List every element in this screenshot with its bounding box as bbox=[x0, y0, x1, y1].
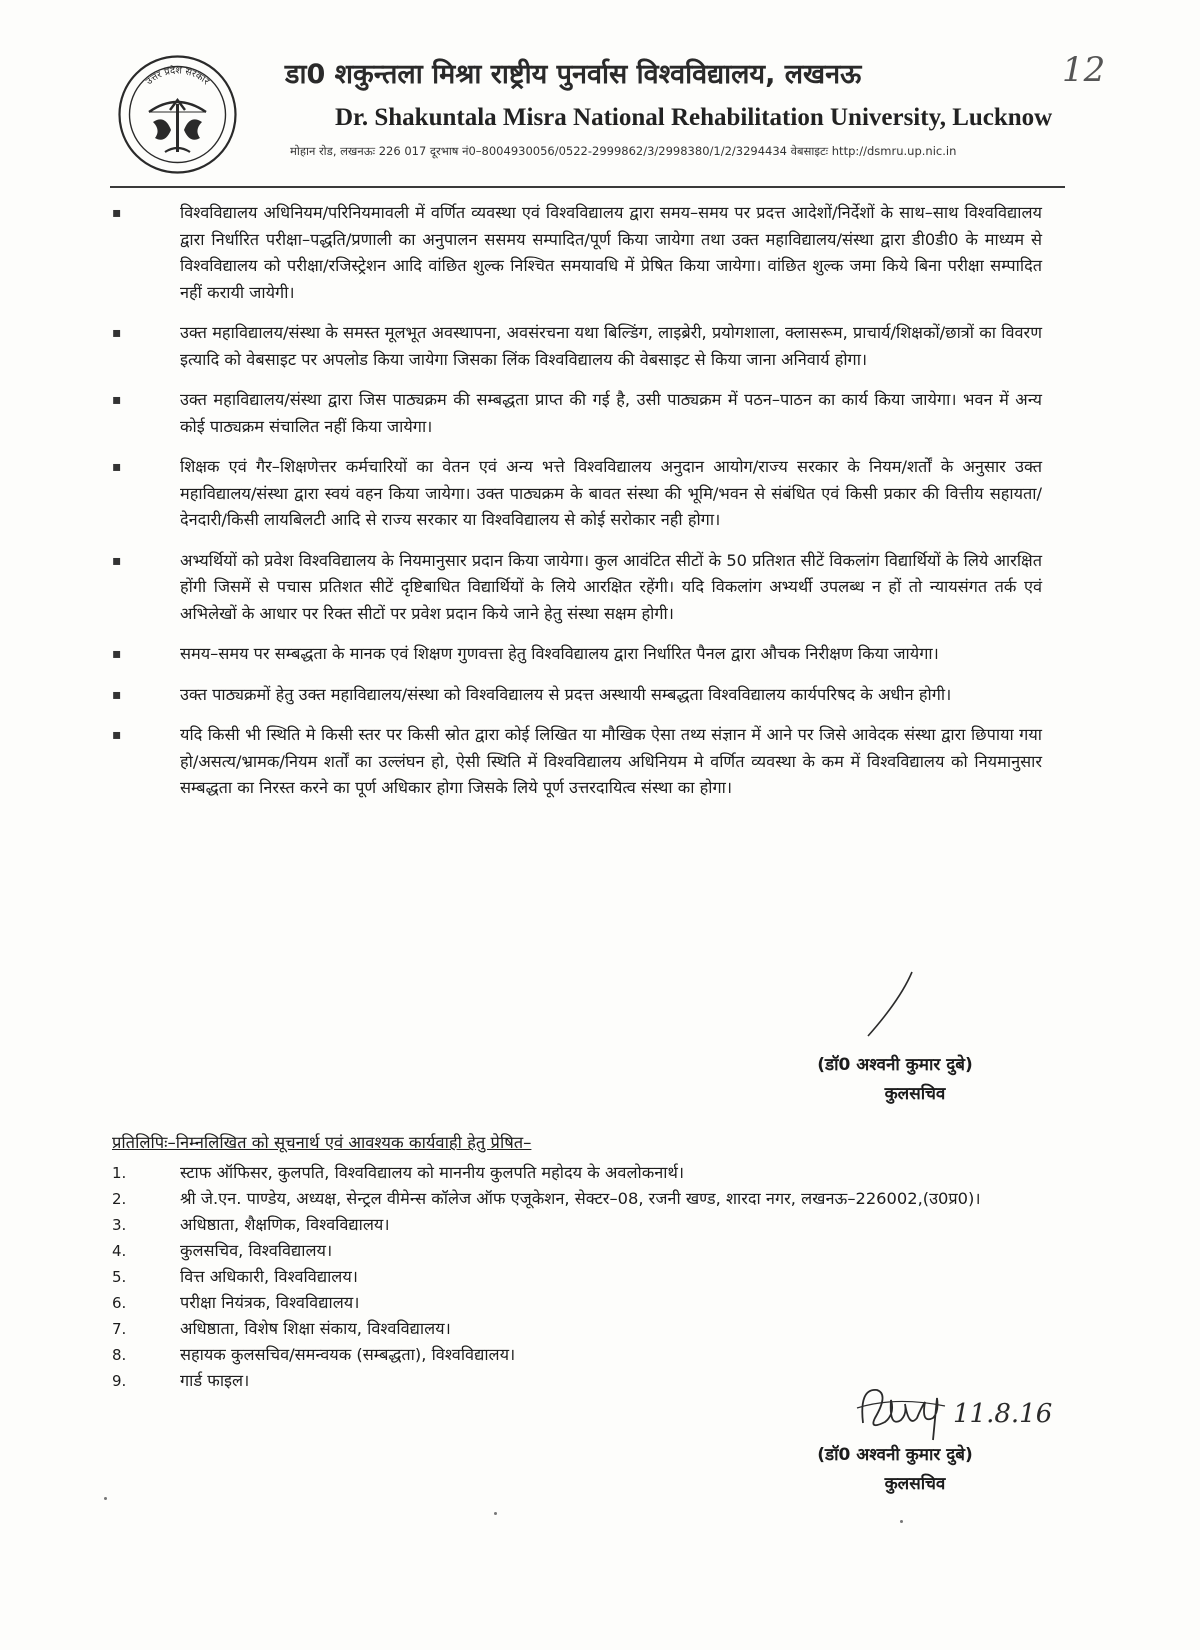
recipient-number: 1. bbox=[112, 1164, 127, 1182]
recipient-number: 3. bbox=[112, 1216, 127, 1234]
recipient-text: परीक्षा नियंत्रक, विश्वविद्यालय। bbox=[180, 1293, 360, 1312]
recipient-text: अधिष्ठाता, विशेष शिक्षा संकाय, विश्वविद्यालय। bbox=[180, 1319, 451, 1338]
university-title-hindi: डा0 शकुन्तला मिश्रा राष्ट्रीय पुनर्वास विश्वविद्यालय, लखनऊ bbox=[285, 59, 862, 90]
recipient-number: 9. bbox=[112, 1372, 127, 1390]
bullet-icon: ▪ bbox=[112, 325, 122, 341]
condition-item bbox=[112, 387, 1042, 440]
signatory-designation: कुलसचिव bbox=[884, 1474, 946, 1494]
condition-item bbox=[112, 454, 1042, 534]
scan-speck bbox=[104, 1497, 107, 1500]
recipient-text: स्टाफ ऑफिसर, कुलपति, विश्वविद्यालय को माननीय कुलपति महोदय के अवलोकनार्थ। bbox=[180, 1163, 685, 1182]
recipient-list bbox=[112, 1160, 1042, 1394]
condition-item bbox=[112, 200, 1042, 306]
recipient-item bbox=[112, 1290, 1042, 1316]
bullet-icon: ▪ bbox=[112, 727, 122, 743]
recipient-number: 7. bbox=[112, 1320, 127, 1338]
university-title-english: Dr. Shakuntala Misra National Rehabilitation University, Lucknow bbox=[335, 104, 1053, 131]
handwritten-signature-icon bbox=[855, 1378, 1055, 1448]
condition-text: उक्त पाठ्यक्रमों हेतु उक्त महाविद्यालय/संस्था को विश्वविद्यालय से प्रदत्त अस्थायी सम्बद्धता विश्वविद्यालय कार्यपरिषद के अधीन होगी। bbox=[180, 684, 952, 704]
recipient-text: कुलसचिव, विश्वविद्यालय। bbox=[180, 1241, 333, 1260]
recipient-item bbox=[112, 1212, 1042, 1238]
recipient-number: 5. bbox=[112, 1268, 127, 1286]
condition-item bbox=[112, 722, 1042, 802]
signatory-designation: कुलसचिव bbox=[884, 1084, 946, 1104]
signature-block bbox=[775, 1440, 1015, 1498]
scan-speck bbox=[494, 1512, 497, 1515]
condition-text: अभ्यर्थियों को प्रवेश विश्वविद्यालय के नियमानुसार प्रदान किया जायेगा। कुल आवंटित सीटों के 50 प्रतिशत सीटें विकलांग विद्यार्थियों के लिये आरक्षित होंगी जिसमें से पचास प्रतिशत सीटें दृष्टिबाधित विद्यार्थियों के लिये आरक्षित रहेंगी। यदि विकलांग अभ्यर्थी उपलब्ध न हों तो न्यायसंगत तर्क एवं अभिलेखों के आधार पर रिक्त सीटों पर प्रवेश प्रदान किये जाने हेतु संस्था सक्षम होगी। bbox=[180, 550, 1042, 623]
svg-text:उत्तर प्रदेश सरकार: उत्तर प्रदेश सरकार bbox=[143, 65, 212, 88]
recipient-item bbox=[112, 1316, 1042, 1342]
condition-text: उक्त महाविद्यालय/संस्था के समस्त मूलभूत अवस्थापना, अवसंरचना यथा बिल्डिंग, लाइब्रेरी, प्रयोगशाला, क्लासरूम, प्राचार्य/शिक्षकों/छात्रों का विवरण इत्यादि को वेबसाइट पर अपलोड किया जायेगा जिसका लिंक विश्वविद्यालय की वेबसाइट से किया जाना अनिवार्य होगा। bbox=[180, 323, 1042, 369]
bullet-icon: ▪ bbox=[112, 205, 122, 221]
recipient-text: सहायक कुलसचिव/समन्वयक (सम्बद्धता), विश्वविद्यालय। bbox=[180, 1345, 516, 1364]
recipient-item bbox=[112, 1264, 1042, 1290]
condition-item bbox=[112, 641, 1042, 668]
bullet-icon: ▪ bbox=[112, 459, 122, 475]
university-address: मोहान रोड, लखनऊः 226 017 दूरभाष नं0–8004930056/0522-2999862/3/2998380/1/2/3294434 वेबसाइटः http://dsmru.up.nic.in bbox=[290, 144, 957, 158]
recipient-text: गार्ड फाइल। bbox=[180, 1371, 250, 1390]
condition-text: उक्त महाविद्यालय/संस्था द्वारा जिस पाठ्यक्रम की सम्बद्धता प्राप्त की गई है, उसी पाठ्यक्रम में पठन–पाठन का कार्य किया जायेगा। भवन में अन्य कोई पाठ्यक्रम संचालित नहीं किया जायेगा। bbox=[180, 390, 1042, 436]
conditions-list bbox=[112, 200, 1042, 816]
recipient-text: श्री जे.एन. पाण्डेय, अध्यक्ष, सेन्ट्रल वीमेन्स कॉलेज ऑफ एजूकेशन, सेक्टर–08, रजनी खण्ड, शारदा नगर, लखनऊ–226002,(उ0प्र0)। bbox=[180, 1189, 981, 1208]
condition-text: यदि किसी भी स्थिति मे किसी स्तर पर किसी स्रोत द्वारा कोई लिखित या मौखिक ऐसा तथ्य संज्ञान में आने पर जिसे आवेदक संस्था द्वारा छिपाया गया हो/असत्य/भ्रामक/नियम शर्तों का उल्लंघन हो, ऐसी स्थिति में विश्वविद्यालय अधिनियम मे वर्णित व्यवस्था के कम में विश्वविद्यालय को नियमानुसार सम्बद्धता का निरस्त करने का पूर्ण अधिकार होगा जिसके लिये पूर्ण उत्तरदायित्व संस्था का होगा। bbox=[180, 725, 1042, 797]
recipient-item bbox=[112, 1160, 1042, 1186]
signatory-name: (डॉ0 अश्वनी कुमार दुबे) bbox=[817, 1055, 973, 1075]
bullet-icon: ▪ bbox=[112, 392, 122, 408]
condition-text: समय–समय पर सम्बद्धता के मानक एवं शिक्षण गुणवत्ता हेतु विश्वविद्यालय द्वारा निर्धारित पैनल द्वारा औचक निरीक्षण किया जायेगा। bbox=[180, 644, 939, 663]
bullet-icon: ▪ bbox=[112, 552, 122, 569]
bullet-icon: ▪ bbox=[112, 686, 122, 703]
condition-item bbox=[112, 548, 1042, 628]
condition-item bbox=[112, 320, 1042, 373]
recipient-item bbox=[112, 1238, 1042, 1264]
bullet-icon: ▪ bbox=[112, 646, 122, 662]
recipient-item bbox=[112, 1186, 1042, 1212]
recipient-item bbox=[112, 1342, 1042, 1368]
signature-stroke-icon bbox=[860, 970, 920, 1040]
up-government-seal-icon bbox=[115, 52, 240, 177]
recipient-text: वित्त अधिकारी, विश्वविद्यालय। bbox=[180, 1267, 358, 1286]
page-number: 12 bbox=[1062, 50, 1106, 90]
condition-text: विश्वविद्यालय अधिनियम/परिनियमावली में वर्णित व्यवस्था एवं विश्वविद्यालय द्वारा समय–समय पर प्रदत्त आदेशों/निर्देशों के साथ–साथ विश्वविद्यालय द्वारा निर्धारित परीक्षा–पद्धति/प्रणाली का अनुपालन ससमय सम्पादित/पूर्ण किया जायेगा तथा उक्त महाविद्यालय/संस्था द्वारा डी0डी0 के माध्यम से विश्वविद्यालय को परीक्षा/रजिस्ट्रेशन आदि वांछित शुल्क निश्चित समयावधि में प्रेषित किया जायेगा। वांछित शुल्क जमा किये बिना परीक्षा सम्पादित नहीं करायी जायेगी। bbox=[180, 203, 1042, 302]
signature-block bbox=[775, 1050, 1015, 1108]
recipient-number: 2. bbox=[112, 1190, 127, 1208]
recipient-number: 6. bbox=[112, 1294, 127, 1312]
scan-speck bbox=[900, 1520, 903, 1523]
condition-item bbox=[112, 682, 1042, 709]
recipient-number: 8. bbox=[112, 1346, 127, 1364]
copy-to-heading: प्रतिलिपिः–निम्नलिखित को सूचनार्थ एवं आवश्यक कार्यवाही हेतु प्रेषित– bbox=[112, 1133, 532, 1152]
signatory-name: (डॉ0 अश्वनी कुमार दुबे) bbox=[817, 1445, 973, 1465]
condition-text: शिक्षक एवं गैर–शिक्षणेत्तर कर्मचारियों का वेतन एवं अन्य भत्ते विश्वविद्यालय अनुदान आयोग/राज्य सरकार के नियम/शर्तों के अनुसार उक्त महाविद्यालय/संस्था द्वारा स्वयं वहन किया जायेगा। उक्त पाठ्यक्रम के बावत संस्था की भूमि/भवन से संबंधित एवं किसी प्रकार की वित्तीय सहायता/देनदारी/किसी लायबिलटी आदि से राज्य सरकार या विश्वविद्यालय से कोई सरोकार नही होगा। bbox=[180, 457, 1042, 529]
recipient-text: अधिष्ठाता, शैक्षणिक, विश्वविद्यालय। bbox=[180, 1215, 390, 1234]
recipient-number: 4. bbox=[112, 1242, 127, 1260]
handwritten-date: 11.8.16 bbox=[953, 1399, 1053, 1429]
header-divider bbox=[110, 186, 1065, 188]
